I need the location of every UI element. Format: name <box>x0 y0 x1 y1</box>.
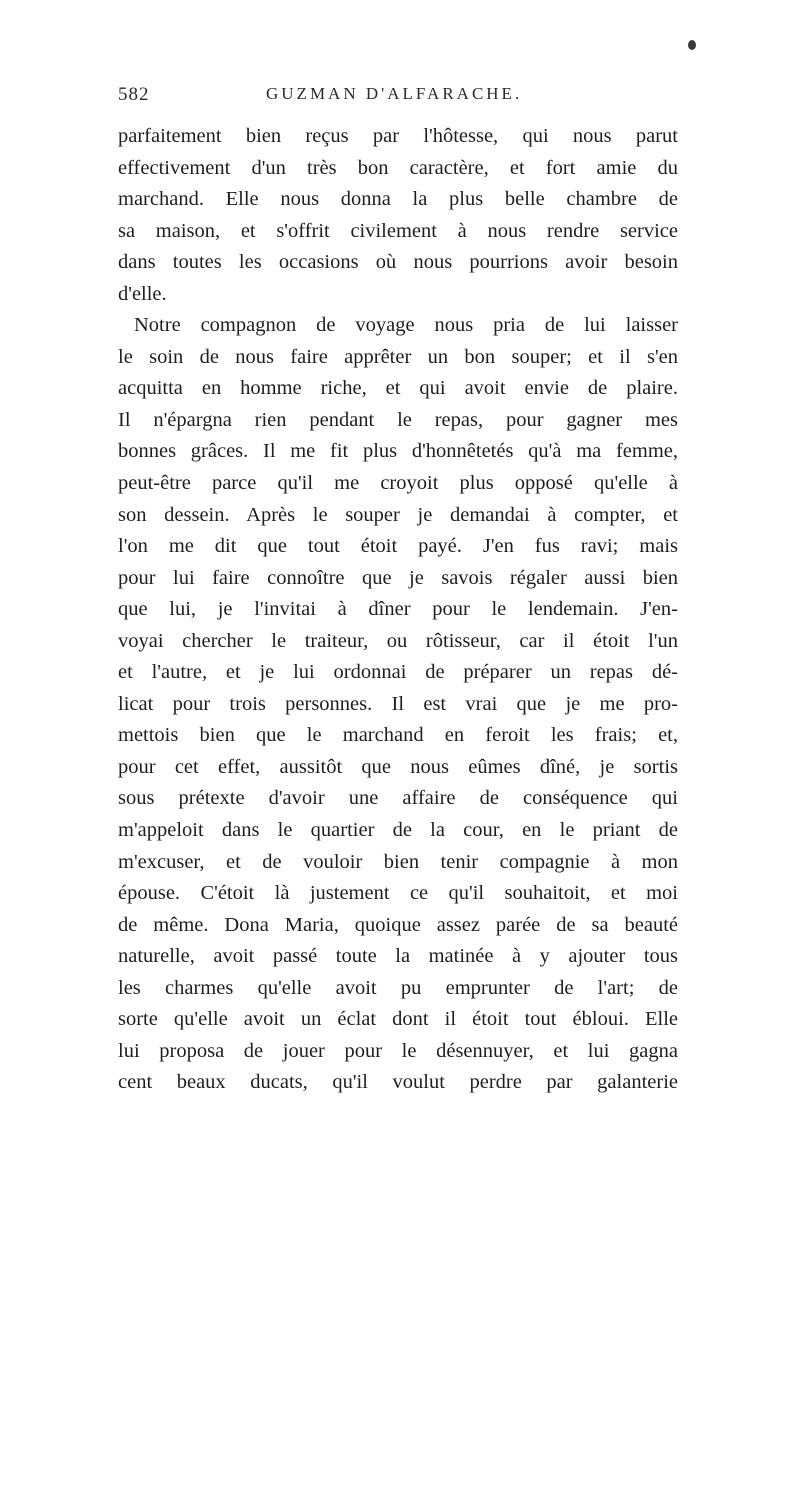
text-line: Notre compagnon de voyage nous pria de lui laisser <box>134 314 678 337</box>
text-line: voyai chercher le traiteur, ou rôtisseur, car il étoit l'un <box>118 629 678 652</box>
text-line: peut-être parce qu'il me croyoit plus opposé qu'elle à <box>118 472 678 495</box>
text-line: sorte qu'elle avoit un éclat dont il étoit tout ébloui. Elle <box>118 1008 678 1031</box>
text-line: bonnes grâces. Il me fit plus d'honnêtetés qu'à ma femme, <box>118 440 678 463</box>
text-line: m'excuser, et de vouloir bien tenir compagnie à mon <box>118 850 678 873</box>
text-line: pour cet effet, aussitôt que nous eûmes dîné, je sortis <box>118 755 678 778</box>
text-line: licat pour trois personnes. Il est vrai que je me pro- <box>118 692 678 715</box>
text-line: parfaitement bien reçus par l'hôtesse, qui nous parut <box>118 125 678 147</box>
text-line: son dessein. Après le souper je demandai à compter, et <box>118 503 678 526</box>
page-header <box>118 84 678 114</box>
text-line: le soin de nous faire apprêter un bon souper; et il s'en <box>118 345 678 368</box>
text-line: lui proposa de jouer pour le désennuyer, et lui gagna <box>118 1039 678 1062</box>
text-line: marchand. Elle nous donna la plus belle chambre de <box>118 188 678 211</box>
text-line: naturelle, avoit passé toute la matinée à y ajouter tous <box>118 945 678 968</box>
text-line: Il n'épargna rien pendant le repas, pour gagner mes <box>118 408 678 431</box>
text-line: mettois bien que le marchand en feroit les frais; et, <box>118 724 678 747</box>
text-line: les charmes qu'elle avoit pu emprunter de l'art; de <box>118 976 678 999</box>
body-text <box>118 121 678 1099</box>
text-line: sa maison, et s'offrit civilement à nous rendre service <box>118 219 678 242</box>
paragraph-1 <box>118 121 678 310</box>
text-line: acquitta en homme riche, et qui avoit envie de plaire. <box>118 377 678 400</box>
text-line: m'appeloit dans le quartier de la cour, en le priant de <box>118 819 678 842</box>
paragraph-2 <box>118 310 678 1099</box>
text-line: pour lui faire connoître que je savois régaler aussi bien <box>118 566 678 589</box>
text-line: que lui, je l'invitai à dîner pour le lendemain. J'en- <box>118 598 678 621</box>
text-line: et l'autre, et je lui ordonnai de préparer un repas dé- <box>118 661 678 684</box>
text-line: dans toutes les occasions où nous pourrions avoir besoin <box>118 251 678 274</box>
text-line: de même. Dona Maria, quoique assez parée de sa beauté <box>118 913 678 936</box>
ink-speck <box>688 40 696 50</box>
text-line: cent beaux ducats, qu'il voulut perdre par galanterie <box>118 1071 678 1094</box>
text-line: d'elle. <box>118 282 167 305</box>
text-line: effectivement d'un très bon caractère, et fort amie du <box>118 156 678 179</box>
text-line: sous prétexte d'avoir une affaire de conséquence qui <box>118 787 678 810</box>
running-title: GUZMAN D'ALFARACHE. <box>266 84 523 103</box>
page-number: 582 <box>118 84 150 105</box>
text-line: épouse. C'étoit là justement ce qu'il souhaitoit, et moi <box>118 882 678 905</box>
text-line: l'on me dit que tout étoit payé. J'en fus ravi; mais <box>118 535 678 558</box>
